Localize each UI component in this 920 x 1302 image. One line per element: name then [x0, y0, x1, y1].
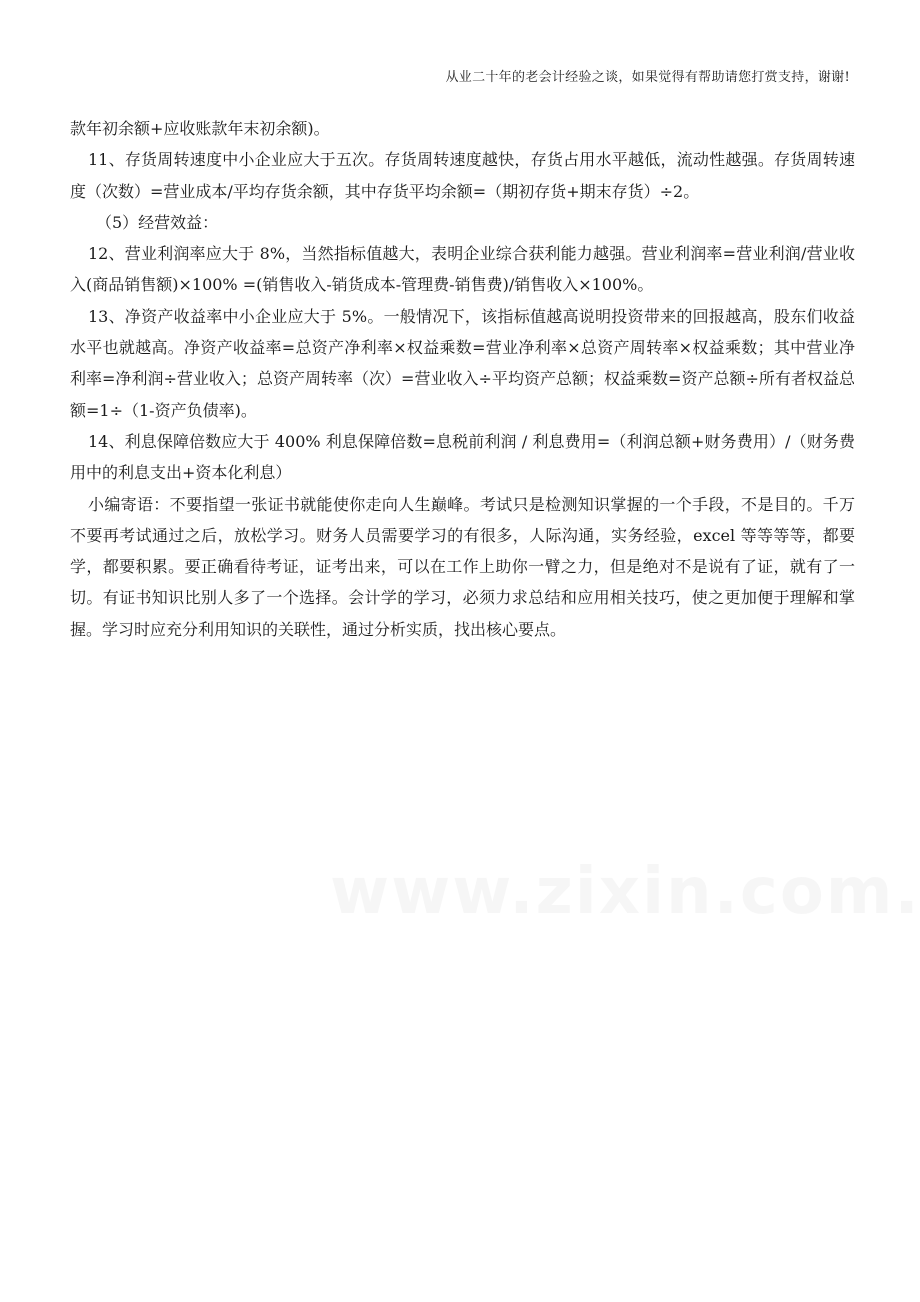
paragraph-continuation: 款年初余额+应收账款年末初余额)。 [70, 119, 330, 138]
document-body [70, 113, 855, 645]
header-note: 从业二十年的老会计经验之谈，如果觉得有帮助请您打赏支持，谢谢! [445, 70, 850, 85]
watermark [330, 855, 920, 929]
paragraph-interest-coverage: 14、利息保障倍数应大于 400% 利息保障倍数=息税前利润 / 利息费用=（利润总额+财务费用）/（财务费用中的利息支出+资本化利息） [70, 431, 855, 483]
paragraph-editor-note: 小编寄语：不要指望一张证书就能使你走向人生巅峰。考试只是检测知识掌握的一个手段，不是目的。千万不要再考试通过之后，放松学习。财务人员需要学习的有很多，人际沟通，实务经验，excel 等等等等，都要学，都要积累。要正确看待考证，证考出来，可以在工作上助你一臂之力，但是绝对不是说有了证，就有了一切。有证书知识比别人多了一个选择。会计学的学习，必须力求总结和应用相关技巧，使之更加便于理解和掌握。学习时应充分利用知识的关联性，通过分析实质，找出核心要点。 [70, 494, 855, 639]
paragraph-return-on-equity: 13、净资产收益率中小企业应大于 5%。一般情况下，该指标值越高说明投资带来的回报越高，股东们收益水平也就越高。净资产收益率=总资产净利率×权益乘数=营业净利率×总资产周转率×权益乘数；其中营业净利率=净利润÷营业收入；总资产周转率（次）=营业收入÷平均资产总额；权益乘数=资产总额÷所有者权益总额=1÷（1-资产负债率)。 [70, 306, 855, 420]
paragraph-operating-profit-margin: 12、营业利润率应大于 8%，当然指标值越大，表明企业综合获利能力越强。营业利润率=营业利润/营业收入(商品销售额)×100% =(销售收入-销货成本-管理费-销售费)/销售收入×100%。 [70, 244, 855, 295]
paragraph-inventory-turnover: 11、存货周转速度中小企业应大于五次。存货周转速度越快，存货占用水平越低，流动性越强。存货周转速度（次数）=营业成本/平均存货余额，其中存货平均余额=（期初存货+期末存货）÷2。 [70, 150, 855, 201]
section-heading-operating-efficiency: （5）经营效益： [96, 212, 219, 232]
